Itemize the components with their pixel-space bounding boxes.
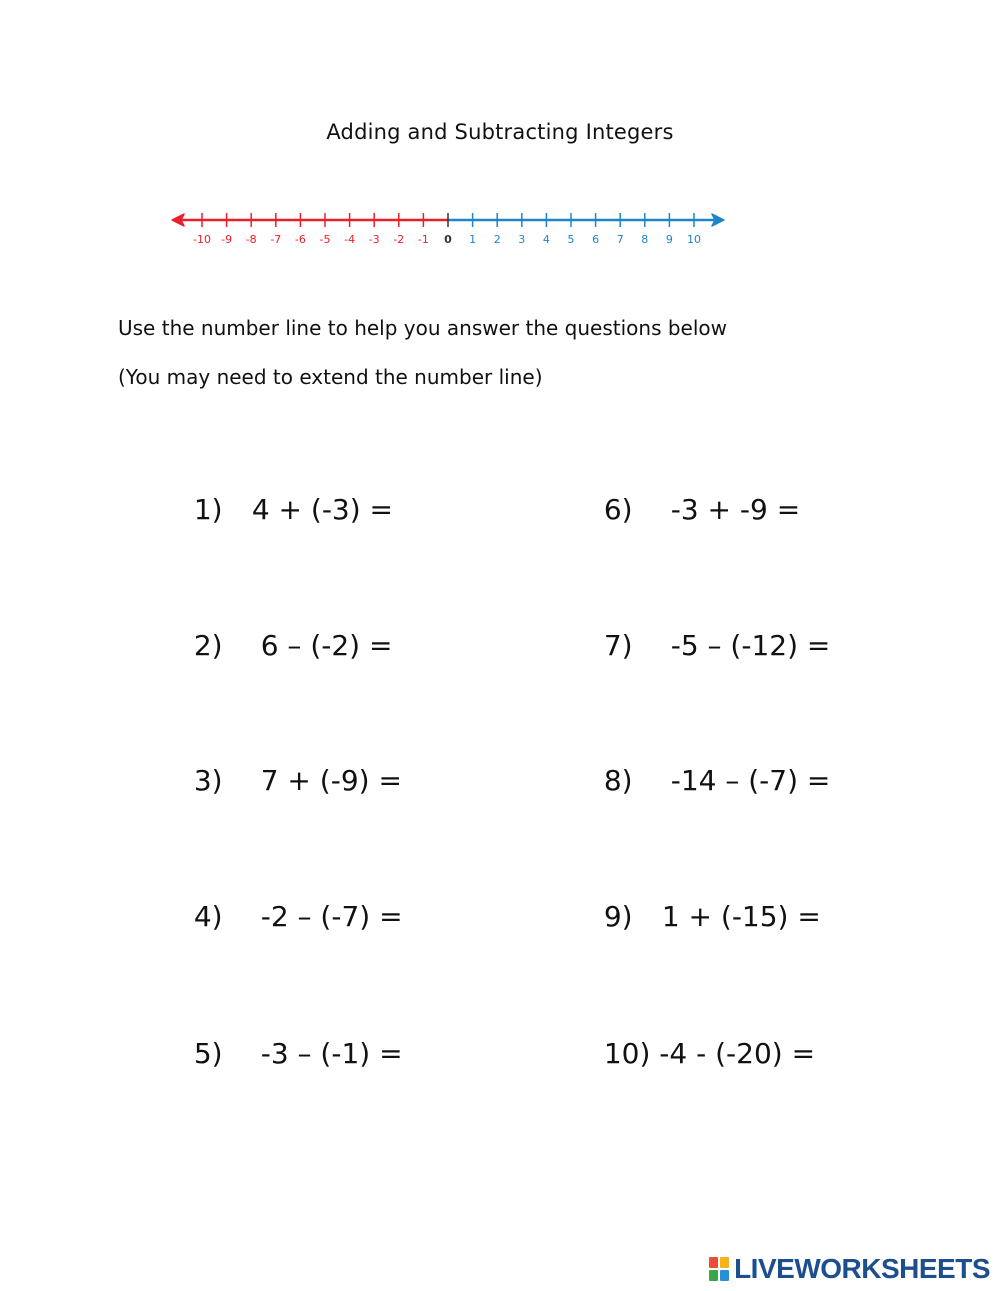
question-expression: -4 - (-20) = bbox=[659, 1037, 816, 1070]
logo-text: LIVEWORKSHEETS bbox=[734, 1253, 990, 1284]
question-number: 4) bbox=[193, 900, 223, 933]
question-expression: 1 + (-15) = bbox=[661, 900, 821, 933]
question-7 bbox=[586, 596, 830, 662]
question-expression: -3 – (-1) = bbox=[251, 1037, 403, 1070]
number-line-tick-label: -2 bbox=[393, 233, 405, 246]
number-line-tick-label: 8 bbox=[641, 233, 649, 246]
question-number: 10) bbox=[603, 1037, 651, 1070]
question-4 bbox=[176, 867, 403, 933]
number-line-tick-label: 0 bbox=[444, 233, 452, 246]
question-2 bbox=[176, 596, 392, 662]
question-number: 9) bbox=[603, 900, 633, 933]
number-line-tick-label: 10 bbox=[687, 233, 701, 246]
number-line-tick-label: 2 bbox=[493, 233, 501, 246]
number-line-tick-label: 4 bbox=[542, 233, 550, 246]
worksheet-title: Adding and Subtracting Integers bbox=[326, 120, 674, 144]
number-line bbox=[160, 200, 740, 260]
question-3 bbox=[176, 731, 402, 797]
number-line-tick-label: -8 bbox=[245, 233, 257, 246]
question-number: 8) bbox=[603, 764, 633, 797]
number-line-tick-label: -6 bbox=[294, 233, 306, 246]
question-expression: -5 – (-12) = bbox=[661, 629, 831, 662]
number-line-tick-label: -10 bbox=[193, 233, 211, 246]
question-6 bbox=[586, 460, 800, 526]
question-10 bbox=[586, 1004, 815, 1070]
number-line-tick-label: -9 bbox=[221, 233, 233, 246]
number-line-tick-label: 6 bbox=[592, 233, 600, 246]
question-1 bbox=[176, 460, 393, 526]
instruction-line-1: Use the number line to help you answer the questions below bbox=[118, 316, 728, 340]
question-8 bbox=[586, 731, 830, 797]
question-number: 1) bbox=[193, 493, 223, 526]
question-number: 7) bbox=[603, 629, 633, 662]
question-expression: 7 + (-9) = bbox=[251, 764, 402, 797]
number-line-tick-label: -4 bbox=[344, 233, 356, 246]
question-number: 6) bbox=[603, 493, 633, 526]
question-5 bbox=[176, 1004, 403, 1070]
number-line-tick-label: 3 bbox=[518, 233, 526, 246]
instruction-line-2: (You may need to extend the number line) bbox=[118, 365, 543, 389]
question-expression: -3 + -9 = bbox=[661, 493, 801, 526]
number-line-tick-label: 9 bbox=[665, 233, 673, 246]
question-expression: 6 – (-2) = bbox=[251, 629, 393, 662]
question-expression: -14 – (-7) = bbox=[661, 764, 831, 797]
number-line-tick-label: -3 bbox=[368, 233, 380, 246]
question-expression: 4 + (-3) = bbox=[251, 493, 394, 526]
liveworksheets-logo-icon bbox=[708, 1255, 730, 1283]
number-line-tick-label: -5 bbox=[319, 233, 331, 246]
question-number: 5) bbox=[193, 1037, 223, 1070]
number-line-tick-label: 1 bbox=[469, 233, 477, 246]
question-number: 2) bbox=[193, 629, 223, 662]
question-number: 3) bbox=[193, 764, 223, 797]
number-line-tick-label: 5 bbox=[567, 233, 575, 246]
number-line-tick-label: 7 bbox=[616, 233, 624, 246]
number-line-tick-label: -7 bbox=[270, 233, 282, 246]
liveworksheets-logo[interactable] bbox=[708, 1253, 990, 1285]
question-9 bbox=[586, 867, 821, 933]
question-expression: -2 – (-7) = bbox=[251, 900, 403, 933]
number-line-tick-label: -1 bbox=[417, 233, 429, 246]
